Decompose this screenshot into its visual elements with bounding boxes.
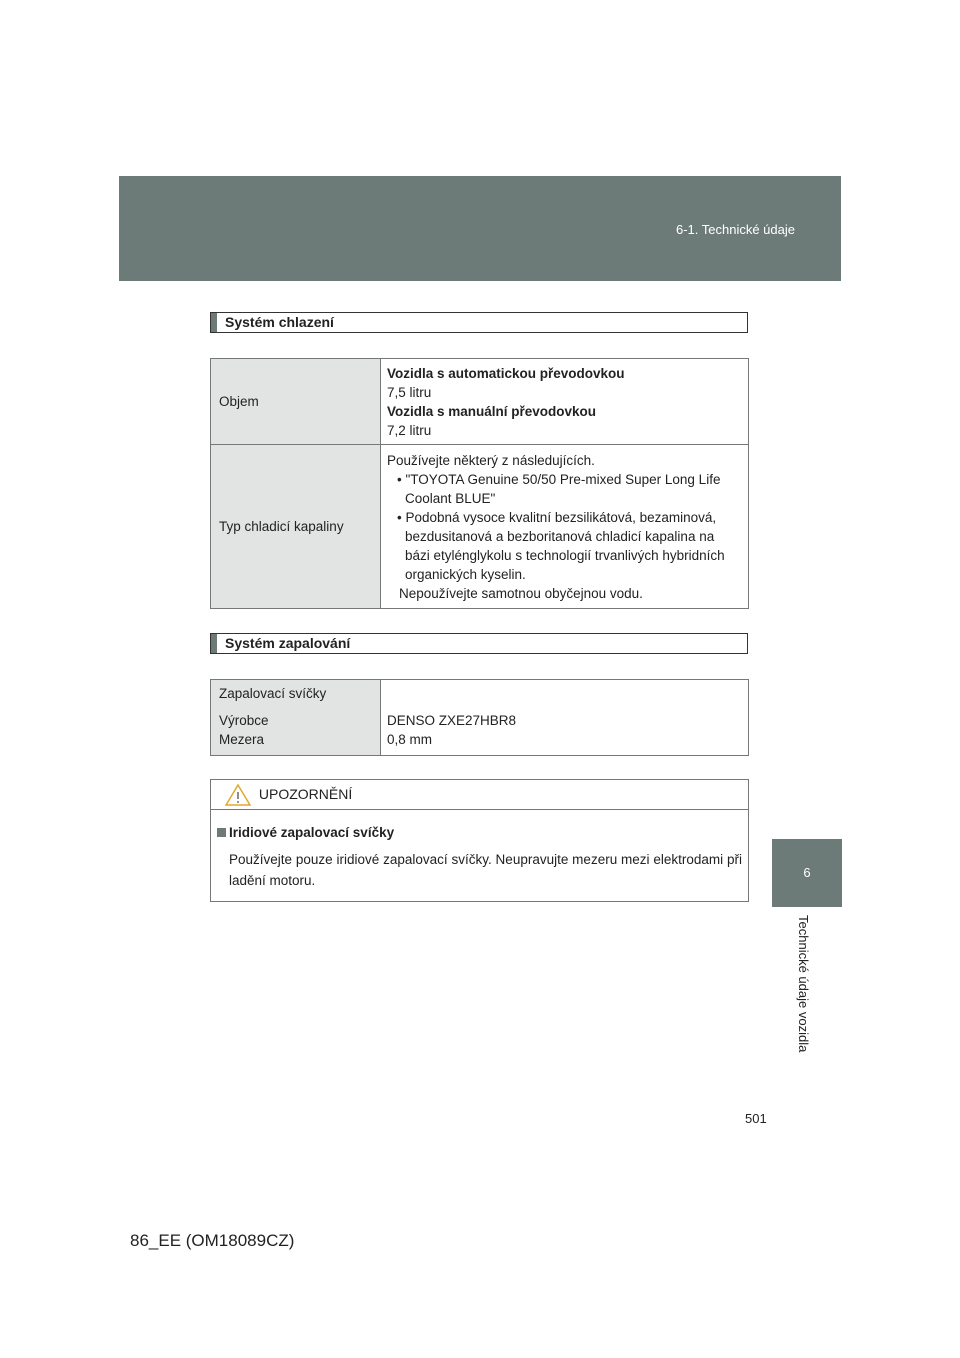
chapter-tab: 6	[772, 839, 842, 907]
coolant-list	[391, 470, 742, 584]
cooling-table	[210, 358, 749, 609]
gap-value: 0,8 mm	[387, 732, 433, 747]
caution-header	[211, 780, 748, 810]
caution-item-text: Používejte pouze iridiové zapalovací svíčky. Neupravujte mezeru mezi elektrodami při ladění motoru.	[229, 852, 742, 888]
caution-title: UPOZORNĚNÍ	[258, 786, 353, 802]
table-row	[211, 445, 749, 609]
square-bullet-icon	[217, 828, 226, 837]
cooling-section-title: Systém chlazení	[210, 312, 748, 333]
manual-heading: Vozidla s manuální převodovkou	[387, 403, 597, 419]
list-item: • Podobná vysoce kvalitní bezsilikátová, bezaminová, bezdusitanová a bezboritanová chladicí kapalina na bázi etylénglykolu s technologií trvanlivých hybridních organických kyselin.	[397, 509, 725, 582]
coolant-note: Nepoužívejte samotnou obyčejnou vodu.	[399, 585, 643, 601]
maker-label: Výrobce	[219, 713, 269, 728]
coolant-value	[381, 445, 749, 609]
ignition-section-title: Systém zapalování	[210, 633, 748, 654]
auto-value: 7,5 litru	[387, 384, 432, 400]
plug-labels	[211, 680, 381, 756]
plug-label: Zapalovací svíčky	[219, 686, 327, 701]
plug-values	[381, 680, 749, 756]
caution-item-heading-text: Iridiové zapalovací svíčky	[229, 825, 395, 840]
capacity-value	[381, 359, 749, 445]
caution-body	[211, 810, 748, 891]
caution-box	[210, 779, 749, 902]
caution-item-heading	[217, 822, 742, 843]
coolant-label: Typ chladicí kapaliny	[211, 445, 381, 609]
page-number: 501	[745, 1111, 767, 1126]
auto-heading: Vozidla s automatickou převodovkou	[387, 365, 625, 381]
section-label: 6-1. Technické údaje	[675, 222, 795, 237]
chapter-label: Technické údaje vozidla	[796, 915, 811, 1053]
warning-triangle-icon	[225, 786, 259, 802]
model-code: 86_EE (OM18089CZ)	[130, 1231, 295, 1250]
maker-value: DENSO ZXE27HBR8	[387, 713, 517, 728]
ignition-table	[210, 679, 749, 756]
list-item: • "TOYOTA Genuine 50/50 Pre-mixed Super Long Life Coolant BLUE"	[397, 471, 721, 506]
gap-label: Mezera	[219, 732, 265, 747]
manual-value: 7,2 litru	[387, 422, 432, 438]
header-band	[119, 176, 841, 281]
table-row	[211, 359, 749, 445]
coolant-intro: Používejte některý z následujících.	[387, 452, 595, 468]
capacity-label: Objem	[211, 359, 381, 445]
table-row	[211, 680, 749, 756]
